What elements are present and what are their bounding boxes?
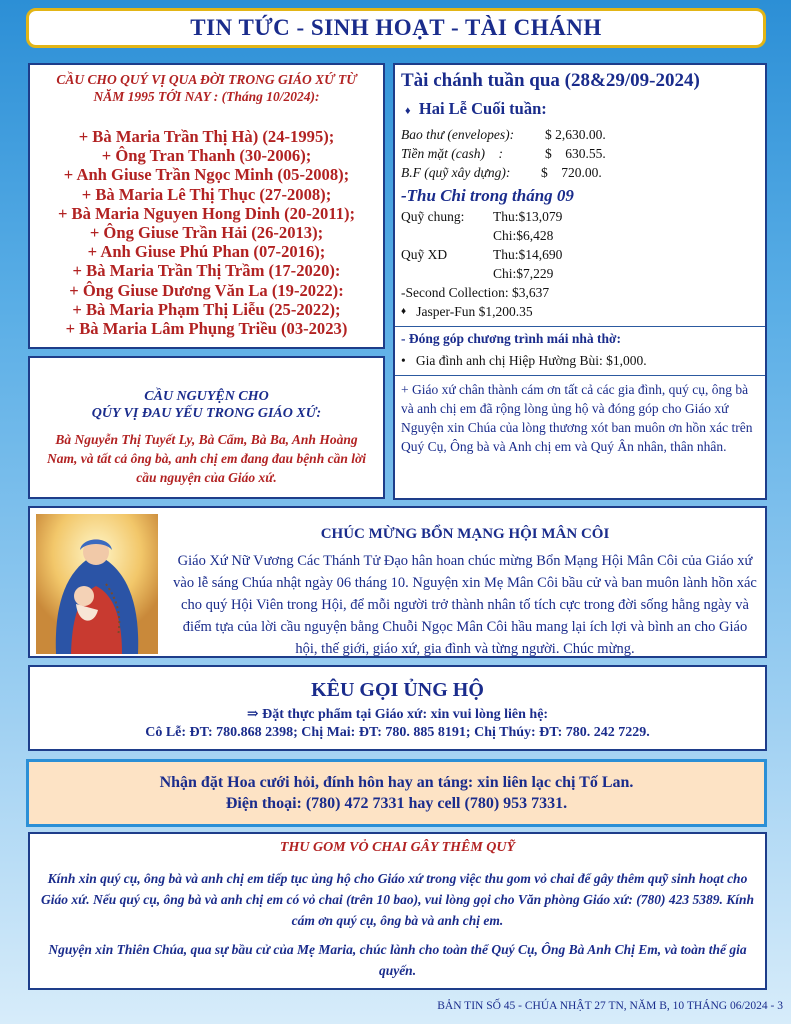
divider: [395, 375, 765, 376]
cash-value: $ 630.55.: [545, 146, 606, 161]
cash-label: Tiền mặt (cash) :: [401, 146, 503, 161]
page-footer: BẢN TIN SỐ 45 - CHÚA NHẬT 27 TN, NĂM B, 10 THÁNG 06/2024 - 3: [437, 1000, 783, 1012]
memorial-name: + Bà Maria Nguyen Hong Dinh (20-2011);: [57, 203, 356, 223]
appeal-box: [28, 665, 767, 751]
bottle-paragraph-2: Nguyện xin Thiên Chúa, qua sự bầu cử của Mẹ Maria, chúc lành cho toàn thể Quý Cụ, Ông Bà Anh Chị Em, và toàn thể gia quyến.: [48, 942, 747, 978]
prayer-heading-1: CẦU NGUYỆN CHO: [144, 389, 269, 404]
flower-line-1: Nhận đặt Hoa cưới hỏi, đính hôn hay an táng: xin liên lạc chị Tố Lan.: [159, 774, 634, 791]
building-fund-out-row: [401, 264, 759, 283]
memorial-name: + Bà Maria Trần Thị Trầm (17-2020):: [72, 261, 341, 281]
memorial-heading: CẦU CHO QUÝ VỊ QUA ĐỜI TRONG GIÁO XỨ TỪ NĂM 1995 TỚI NAY : (Tháng 10/2024):: [56, 72, 357, 104]
memorial-name: + Anh Giuse Trần Ngọc Minh (05-2008);: [63, 165, 350, 185]
appeal-contacts: Cô Lễ: ĐT: 780.868 2398; Chị Mai: ĐT: 780. 885 8191; Chị Thúy: ĐT: 780. 242 7229.: [145, 725, 650, 740]
general-fund-row: [401, 207, 759, 226]
prayer-heading-2: QÚY VỊ ĐAU YẾU TRONG GIÁO XỨ:: [91, 406, 322, 421]
jasper-row: ♦ Jasper-Fun $1,200.35: [401, 304, 533, 319]
flower-order-box: [26, 759, 767, 827]
virgin-mary-image: [36, 514, 158, 654]
roof-donor-row: • Gia đình anh chị Hiệp Hường Bùi: $1,000.: [401, 353, 647, 368]
memorial-name: + Ông Giuse Dương Văn La (19-2022):: [69, 280, 344, 300]
memorial-name: + Bà Maria Phạm Thị Liễu (25-2022);: [72, 299, 341, 319]
envelopes-row: [401, 125, 759, 144]
roof-title: - Đóng góp chương trình mái nhà thờ:: [401, 331, 621, 346]
month-title: -Thu Chi trong tháng 09: [401, 186, 574, 205]
prayer-box: [28, 356, 385, 499]
finance-box: [393, 63, 767, 500]
building-fund-out: Chi:$7,229: [493, 266, 554, 281]
general-fund-label: Quỹ chung:: [401, 209, 465, 224]
general-fund-in: Thu:$13,079: [493, 209, 563, 224]
appeal-line-1: ⇒ Đặt thực phẩm tại Giáo xứ: xin vui lòng liên hệ:: [246, 707, 549, 722]
memorial-name: + Ông Giuse Trần Hải (26-2013);: [89, 223, 324, 243]
bf-value: $ 720.00.: [541, 165, 602, 180]
bf-row: [401, 163, 759, 182]
envelopes-label: Bao thư (envelopes):: [401, 127, 515, 142]
envelopes-value: $ 2,630.00.: [545, 127, 606, 142]
prayer-body: Bà Nguyễn Thị Tuyết Ly, Bà Cẩm, Bà Ba, Anh Hoàng Nam, và tất cả ông bà, anh chị em đang đau bệnh cần lời cầu nguyện của Giáo xứ.: [47, 432, 366, 485]
flower-line-2: Điện thoại: (780) 472 7331 hay cell (780) 953 7331.: [225, 795, 568, 812]
memorial-list: [30, 127, 383, 338]
round-bullet-icon: •: [401, 353, 406, 368]
finance-title: Tài chánh tuần qua (28&29/09-2024): [401, 70, 700, 91]
diamond-bullet-icon: ♦: [405, 105, 411, 117]
memorial-name: + Bà Maria Lê Thị Thục (27-2008);: [81, 184, 332, 204]
thanks-text: + Giáo xứ chân thành cám ơn tất cả các gia đình, quý cụ, ông bà và anh chị em đã rộng lòng ủng hộ và đóng góp cho Giáo xứ Nguyện xin Chúa của lòng thương xót ban muôn ơn hồn xác trên Quý Cụ, Ông bà và Anh chị em và Quý Ân nhân, thân nhân.: [401, 382, 753, 454]
diamond-bullet-icon: ♦: [401, 306, 407, 317]
memorial-name: + Bà Maria Lâm Phụng Triều (03-2023): [65, 319, 348, 339]
second-collection: -Second Collection: $3,637: [401, 285, 550, 300]
memorial-box: [28, 63, 385, 349]
page-title: TIN TỨC - SINH HOẠT - TÀI CHÁNH: [26, 8, 766, 48]
building-fund-row: [401, 245, 759, 264]
appeal-title: KÊU GỌI ỦNG HỘ: [311, 679, 484, 701]
bf-label: B.F (quỹ xây dựng):: [401, 165, 511, 180]
weekend-heading: ♦ Hai Lễ Cuối tuần:: [405, 99, 547, 118]
rosary-body: Giáo Xứ Nữ Vương Các Thánh Tử Đạo hân hoan chúc mừng Bổn Mạng Hội Mân Côi của Giáo xứ vào lễ sáng Chúa nhật ngày 06 tháng 10. Nguyện xin Mẹ Mân Côi bầu cử và ban muôn lành hồn xác cho quý Hội Viên trong Hội, để mỗi người trở thành nhân tố tích cực trong đời sống hằng ngày và điểm tựa của lời cầu nguyện bằng Chuỗi Ngọc Mân Côi hầu mang lại ích lợi và bình an cho Giáo hội, thế giới, giáo xứ, gia đình và từng người. Chúc mừng.: [173, 553, 757, 657]
general-fund-out-row: [401, 226, 759, 245]
cash-row: [401, 144, 759, 163]
memorial-name: + Anh Giuse Phú Phan (07-2016);: [87, 242, 326, 262]
bottle-collection-box: [28, 832, 767, 990]
general-fund-out: Chi:$6,428: [493, 228, 554, 243]
rosary-title: CHÚC MỪNG BỔN MẠNG HỘI MÂN CÔI: [320, 526, 610, 542]
rosary-box: [28, 506, 767, 658]
divider: [395, 326, 765, 327]
bottle-title: THU GOM VỎ CHAI GÂY THÊM QUỸ: [279, 840, 516, 855]
building-fund-label: Quỹ XD: [401, 247, 448, 262]
bottle-paragraph-1: Kính xin quý cụ, ông bà và anh chị em tiếp tục ủng hộ cho Giáo xứ trong việc thu gom vỏ chai để gây thêm quỹ sinh hoạt cho Giáo xứ. Nếu quý cụ, ông bà và anh chị em có vỏ chai (trên 10 bao), vui lòng gọi cho Văn phòng Giáo xứ: (780) 423 5389. Kính cám ơn quý cụ, ông bà và anh chị em.: [41, 871, 754, 928]
building-fund-in: Thu:$14,690: [493, 247, 563, 262]
memorial-name: + Bà Maria Trần Thị Hà) (24-1995);: [78, 127, 335, 146]
memorial-name: + Ông Tran Thanh (30-2006);: [101, 146, 312, 166]
